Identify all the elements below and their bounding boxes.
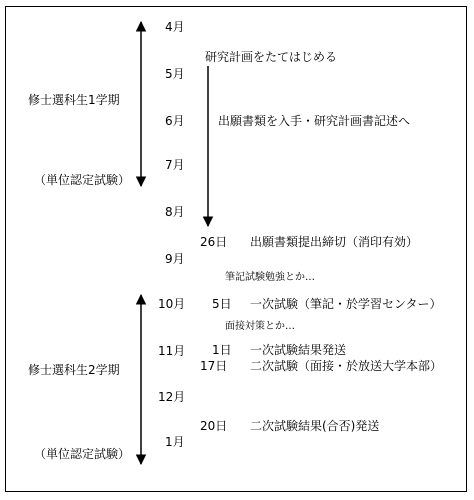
month-label: 9月 [165, 252, 185, 266]
month-label: 5月 [165, 67, 185, 81]
semester2-label: 修士選科生2学期 [28, 363, 120, 377]
month-label: 11月 [158, 344, 186, 358]
month-label: 6月 [165, 114, 185, 128]
month-label: 10月 [158, 297, 186, 311]
event-first-exam-day: 5日 [212, 297, 232, 311]
event-written-study: 筆記試験勉強とか… [225, 272, 315, 283]
event-deadline-day: 26日 [200, 235, 228, 249]
month-label: 1月 [165, 435, 185, 449]
semester2-exam-label: （単位認定試験） [34, 447, 131, 461]
event-deadline-text: 出願書類提出締切（消印有効） [250, 235, 419, 249]
month-label: 12月 [158, 390, 186, 404]
event-second-exam-text: 二次試験（面接・於放送大学本部） [250, 359, 443, 373]
event-second-exam-day: 17日 [200, 359, 228, 373]
event-final-result-text: 二次試験結果(合否)発送 [250, 419, 380, 433]
semester1-label: 修士選科生1学期 [28, 93, 120, 107]
month-label: 4月 [165, 20, 185, 34]
event-first-exam-text: 一次試験（筆記・於学習センター） [250, 297, 442, 311]
event-first-result-day: 1日 [212, 343, 232, 357]
event-first-result-text: 一次試験結果発送 [250, 343, 347, 357]
event-start-plan: 研究計画をたてはじめる [205, 50, 338, 64]
month-label: 8月 [165, 205, 185, 219]
event-get-forms: 出願書類を入手・研究計画書記述へ [218, 114, 411, 128]
semester1-exam-label: （単位認定試験） [34, 173, 131, 187]
event-interview-prep: 面接対策とか… [225, 321, 295, 332]
month-label: 7月 [165, 158, 185, 172]
event-final-result-day: 20日 [200, 419, 228, 433]
